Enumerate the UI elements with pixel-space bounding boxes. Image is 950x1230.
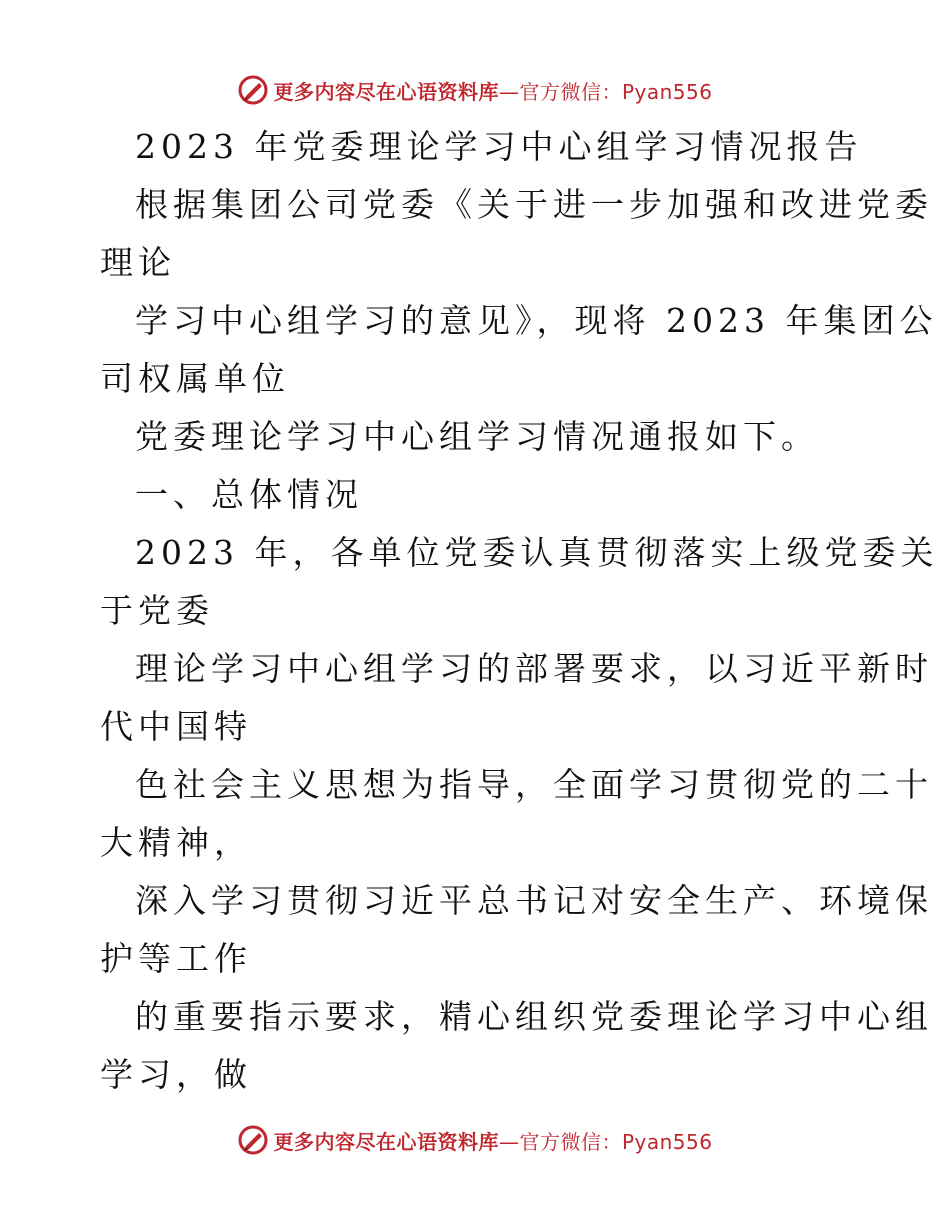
pen-logo-icon (237, 1124, 269, 1156)
paragraph-line: 理论学习中心组学习的部署要求，以习近平新时 (135, 649, 933, 688)
paragraph-line: 代中国特 (100, 707, 252, 746)
paragraph-line: 护等工作 (100, 939, 252, 978)
banner-text (273, 76, 712, 105)
paragraph-line: 2023 年，各单位党委认真贯彻落实上级党委关 (135, 533, 939, 572)
footer-watermark-banner (0, 1120, 950, 1160)
banner-contact: 官方微信：Pyan556 (519, 79, 713, 104)
banner-contact: 官方微信：Pyan556 (519, 1129, 713, 1154)
paragraph-line: 学习，做 (100, 1055, 252, 1094)
banner-title: 更多内容尽在心语资料库 (273, 1129, 499, 1154)
header-watermark-banner (0, 70, 950, 110)
paragraph-line: 的重要指示要求，精心组织党委理论学习中心组 (135, 997, 933, 1036)
banner-text (273, 1126, 712, 1155)
paragraph-line: 大精神， (100, 823, 252, 862)
banner-separator: — (498, 79, 520, 104)
banner-separator: — (498, 1129, 520, 1154)
paragraph-line: 深入学习贯彻习近平总书记对安全生产、环境保 (135, 881, 933, 920)
paragraph-line: 司权属单位 (100, 359, 290, 398)
paragraph-line: 理论 (100, 243, 176, 282)
pen-logo-icon (237, 74, 269, 106)
section-heading: 一、总体情况 (135, 475, 363, 514)
paragraph-line: 色社会主义思想为指导，全面学习贯彻党的二十 (135, 765, 933, 804)
paragraph-line: 党委理论学习中心组学习情况通报如下。 (135, 417, 819, 456)
document-title: 2023 年党委理论学习中心组学习情况报告 (135, 127, 863, 166)
paragraph-line: 学习中心组学习的意见》，现将 2023 年集团公 (135, 301, 938, 340)
banner-title: 更多内容尽在心语资料库 (273, 79, 499, 104)
paragraph-line: 根据集团公司党委《关于进一步加强和改进党委 (135, 185, 933, 224)
paragraph-line: 于党委 (100, 591, 214, 630)
